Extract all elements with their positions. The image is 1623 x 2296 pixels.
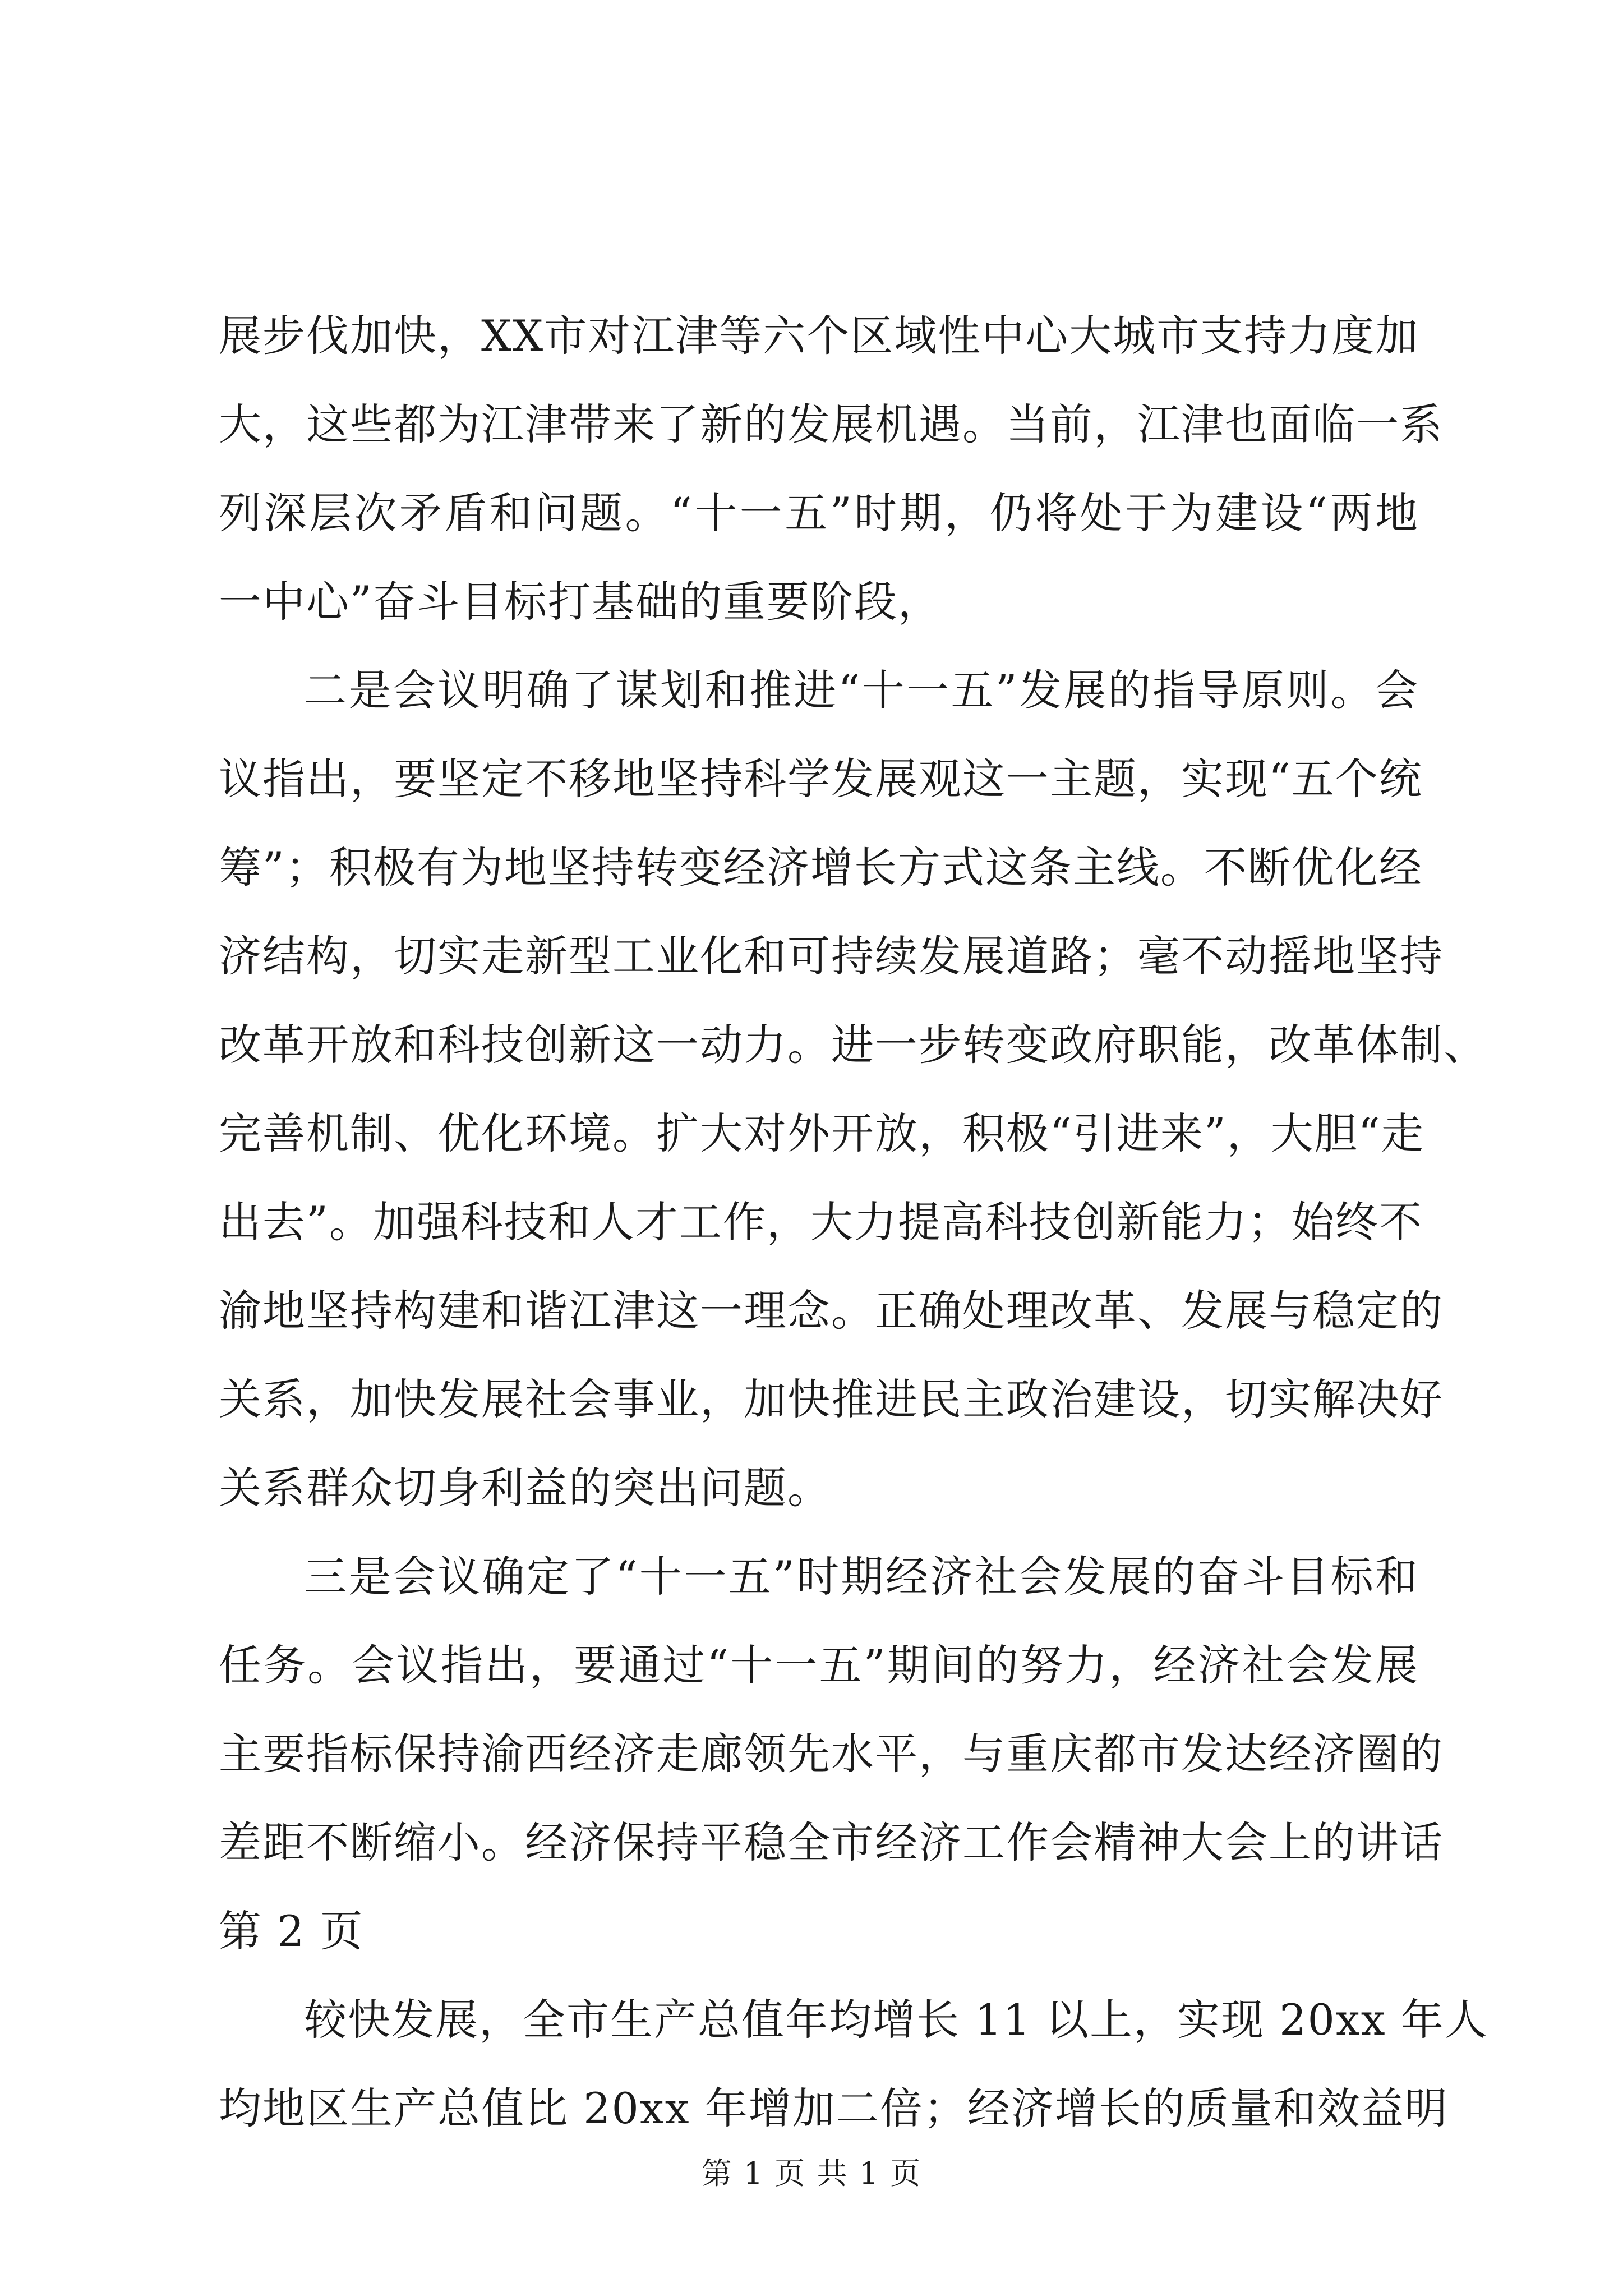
text-line: 济结构，切实走新型工业化和可持续发展道路；毫不动摇地坚持 <box>219 931 1444 981</box>
page-footer <box>0 2154 1623 2193</box>
text-line: 大，这些都为江津带来了新的发展机遇。当前，江津也面临一系 <box>219 399 1444 449</box>
text-line: 任务。会议指出，要通过“十一五”期间的努力，经济社会发展 <box>219 1640 1419 1690</box>
paragraph-1 <box>219 292 1444 646</box>
paragraph-4 <box>219 1976 1488 2153</box>
text-line: 三是会议确定了“十一五”时期经济社会发展的奋斗目标和 <box>304 1552 1419 1602</box>
paragraph-2 <box>219 646 1487 1533</box>
text-line: 完善机制、优化环境。扩大对外开放，积极“引进来”，大胆“走 <box>219 1108 1425 1158</box>
text-line: 均地区生产总值比 20xx 年增加二倍；经济增长的质量和效益明 <box>219 2083 1449 2133</box>
text-line: 第 2 页 <box>219 1906 364 1956</box>
text-line: 议指出，要坚定不移地坚持科学发展观这一主题，实现“五个统 <box>219 754 1423 804</box>
page-number-label: 第 1 页 共 1 页 <box>701 2156 922 2191</box>
paragraph-3 <box>219 1533 1444 1976</box>
text-line: 展步伐加快，XX市对江津等六个区域性中心大城市支持力度加 <box>219 311 1419 361</box>
text-line: 列深层次矛盾和问题。“十一五”时期，仍将处于为建设“两地 <box>219 488 1419 538</box>
text-line: 渝地坚持构建和谐江津这一理念。正确处理改革、发展与稳定的 <box>219 1286 1444 1336</box>
text-line: 差距不断缩小。经济保持平稳全市经济工作会精神大会上的讲话 <box>219 1818 1444 1867</box>
text-line: 主要指标保持渝西经济走廊领先水平，与重庆都市发达经济圈的 <box>219 1729 1444 1779</box>
text-line: 一中心”奋斗目标打基础的重要阶段， <box>219 577 942 627</box>
text-line: 二是会议明确了谋划和推进“十一五”发展的指导原则。会 <box>304 665 1419 715</box>
text-line: 关系，加快发展社会事业，加快推进民主政治建设，切实解决好 <box>219 1374 1444 1424</box>
text-line: 筹”；积极有为地坚持转变经济增长方式这条主线。不断优化经 <box>219 843 1423 892</box>
document-body <box>219 292 1488 2153</box>
text-line: 改革开放和科技创新这一动力。进一步转变政府职能，改革体制、 <box>219 1020 1487 1070</box>
text-line: 关系群众切身利益的突出问题。 <box>219 1463 831 1513</box>
text-line: 较快发展，全市生产总值年均增长 11 以上，实现 20xx 年人 <box>304 1995 1488 2045</box>
text-line: 出去”。加强科技和人才工作，大力提高科技创新能力；始终不 <box>219 1197 1423 1247</box>
